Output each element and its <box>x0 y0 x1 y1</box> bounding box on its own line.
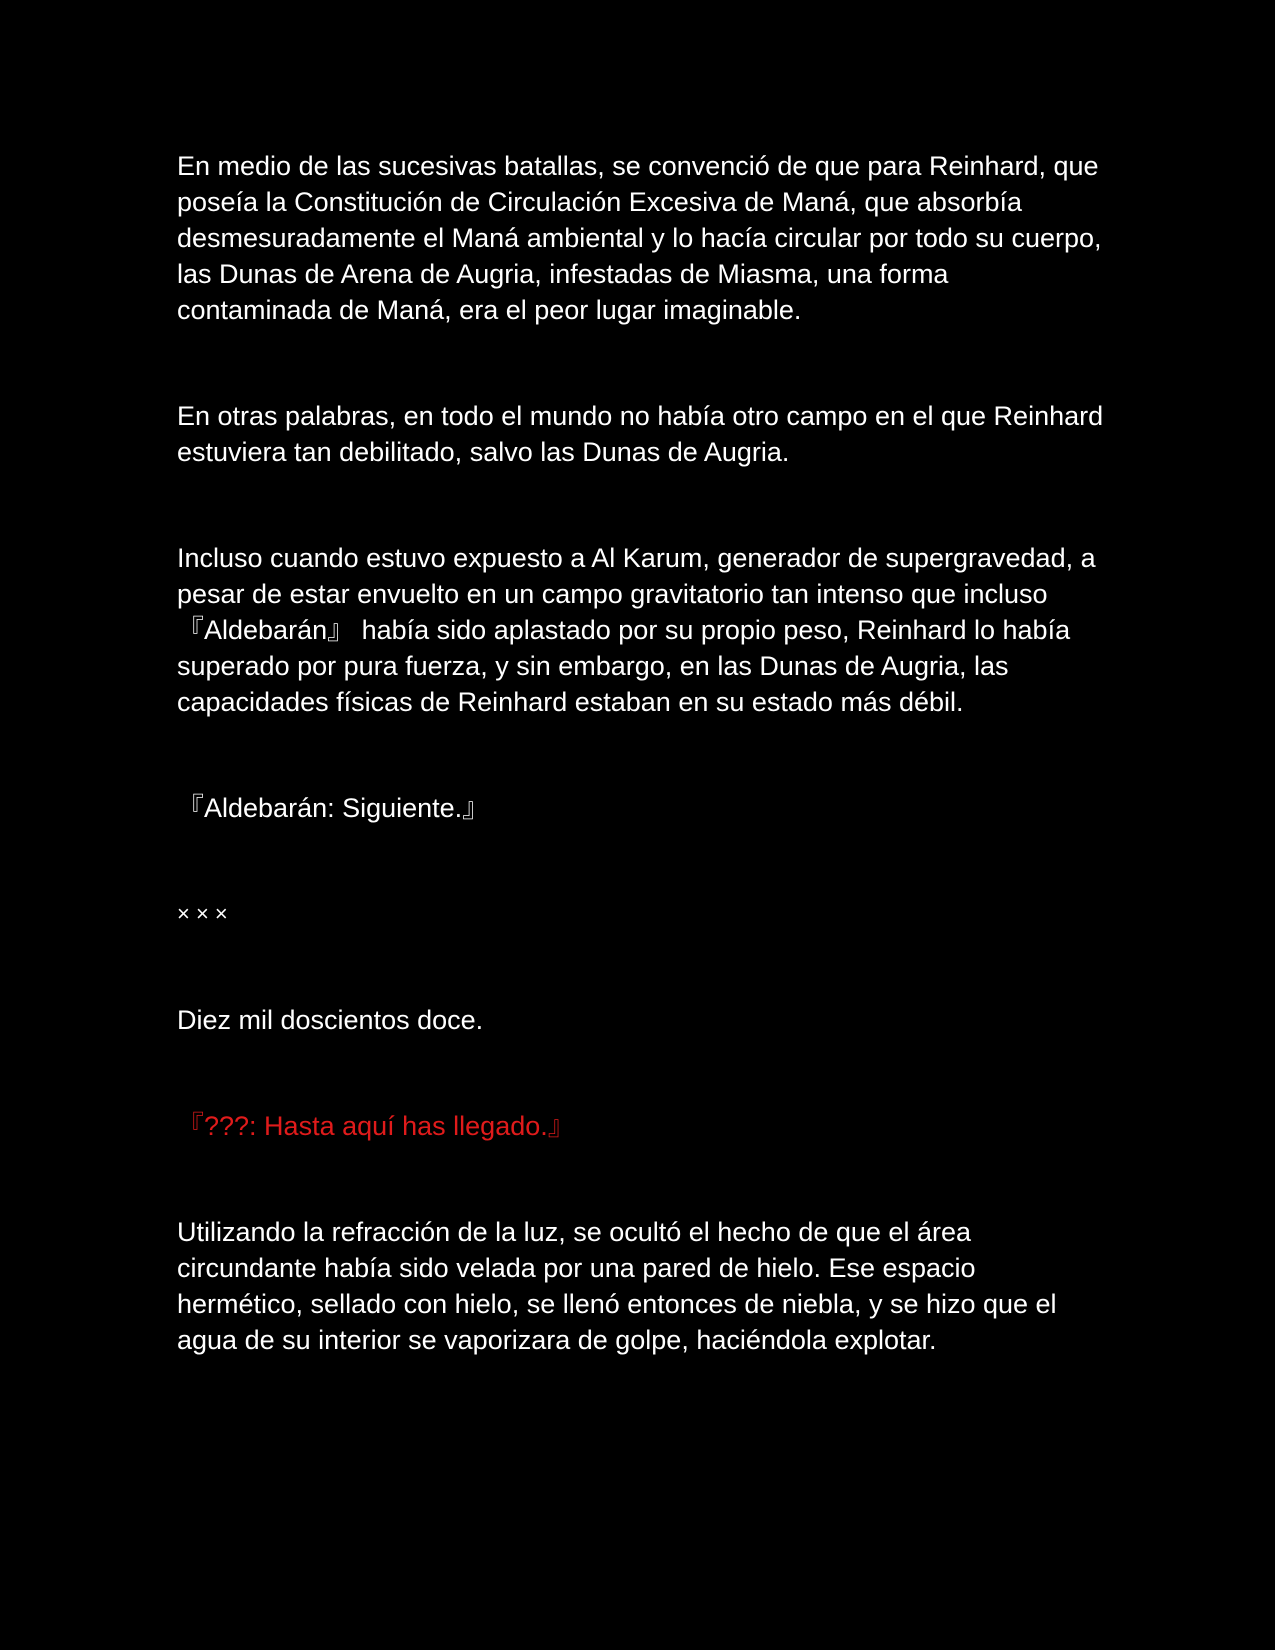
scene-separator: × × × <box>177 901 228 926</box>
paragraph-4: Diez mil doscientos doce. <box>177 1005 484 1035</box>
paragraph-1: En medio de las sucesivas batallas, se convenció de que para Reinhard, que poseía la Constitución de Circulación Excesiva de Maná, que absorbía desmesuradamente el Maná ambiental y lo hacía circular por todo su cuerpo, las Dunas de Arena de Augria, infestadas de Miasma, una forma contaminada de Maná, era el peor lugar imaginable. <box>177 151 1102 325</box>
paragraph-5: Utilizando la refracción de la luz, se ocultó el hecho de que el área circundante había sido velada por una pared de hielo. Ese espacio hermético, sellado con hielo, se llenó entonces de niebla, y se hizo que el agua de su interior se vaporizara de golpe, haciéndola explotar. <box>177 1217 1057 1355</box>
dialogue-unknown: 『???: Hasta aquí has llegado.』 <box>177 1111 575 1141</box>
paragraph-2: En otras palabras, en todo el mundo no había otro campo en el que Reinhard estuviera tan debilitado, salvo las Dunas de Augria. <box>177 401 1104 467</box>
paragraph-3: Incluso cuando estuvo expuesto a Al Karum, generador de supergravedad, a pesar de estar envuelto en un campo gravitatorio tan intenso que incluso 『Aldebarán』 había sido aplastado por su propio peso, Reinhard lo había superado por pura fuerza, y sin embargo, en las Dunas de Augria, las capacidades físicas de Reinhard estaban en su estado más débil. <box>177 543 1096 717</box>
document-page <box>177 148 1107 1358</box>
dialogue-aldebaran: 『Aldebarán: Siguiente.』 <box>177 793 490 823</box>
